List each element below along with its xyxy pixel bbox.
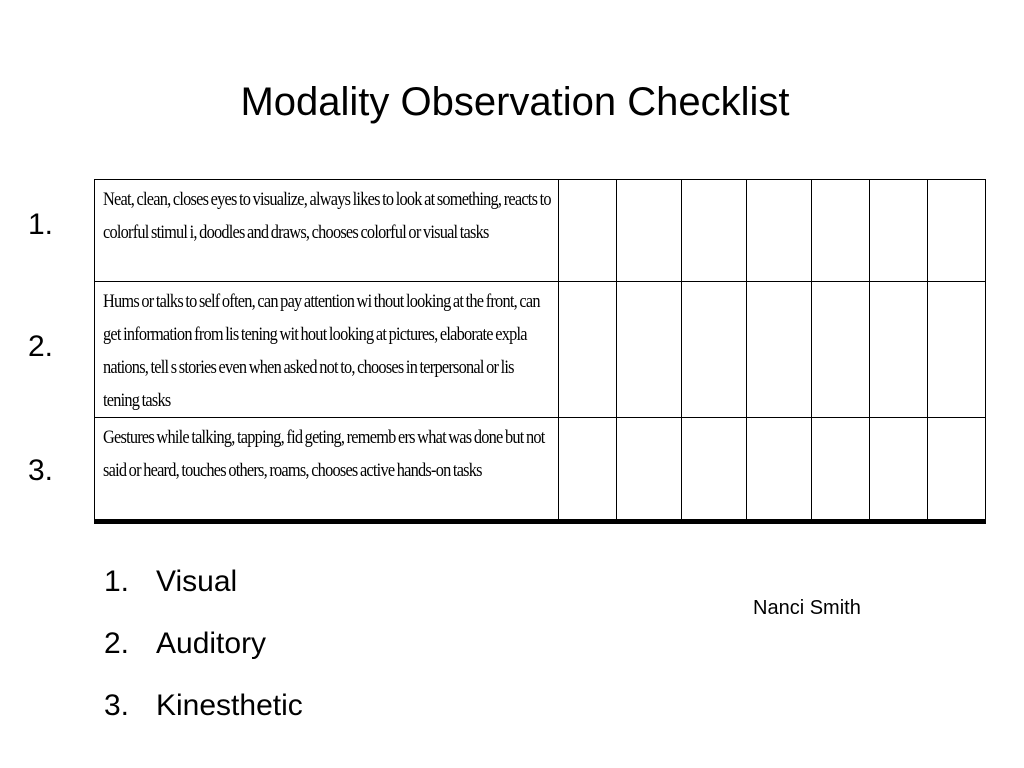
legend-label-visual: Visual (156, 565, 238, 598)
check-cell[interactable] (682, 418, 747, 522)
row-description: Hums or talks to self often, can pay attention wi thout looking at the front, can get information from lis tening wit hout looking at pictures, elaborate expla nations, tell s stories even when asked not to, chooses in terpersonal or lis tening tasks (103, 291, 540, 411)
check-cell[interactable] (812, 180, 870, 282)
check-cell[interactable] (747, 180, 812, 282)
legend-number: 1. (104, 565, 130, 598)
legend-label-kinesthetic: Kinesthetic (156, 689, 303, 722)
list-item (104, 560, 303, 622)
check-cell[interactable] (747, 418, 812, 522)
check-cell[interactable] (747, 282, 812, 418)
check-cell[interactable] (617, 418, 682, 522)
page-title: Modality Observation Checklist (240, 80, 790, 124)
check-cell[interactable] (617, 282, 682, 418)
list-item (104, 684, 303, 746)
check-cell[interactable] (682, 180, 747, 282)
row-number-1: 1. (28, 208, 54, 241)
check-cell[interactable] (928, 282, 986, 418)
row-description: Neat, clean, closes eyes to visualize, always likes to look at something, reacts to colorful stimul i, doodles and draws, chooses colorful or visual tasks (103, 189, 551, 243)
check-cell[interactable] (928, 180, 986, 282)
row-description-cell (95, 418, 559, 522)
check-cell[interactable] (870, 418, 928, 522)
legend-label-auditory: Auditory (156, 627, 267, 660)
check-cell[interactable] (617, 180, 682, 282)
check-cell[interactable] (928, 418, 986, 522)
check-cell[interactable] (812, 282, 870, 418)
check-cell[interactable] (870, 180, 928, 282)
row-description: Gestures while talking, tapping, fid geting, rememb ers what was done but not said or heard, touches others, roams, chooses active hands-on tasks (103, 427, 545, 481)
check-cell[interactable] (559, 282, 617, 418)
table-row (95, 418, 986, 522)
row-number-2: 2. (28, 330, 54, 363)
author-name: Nanci Smith (753, 597, 861, 619)
list-item (104, 622, 303, 684)
modality-legend (104, 560, 303, 746)
row-description-cell (95, 282, 559, 418)
check-cell[interactable] (559, 418, 617, 522)
legend-number: 2. (104, 627, 130, 660)
check-cell[interactable] (559, 180, 617, 282)
checklist-table (94, 179, 986, 524)
table-row (95, 282, 986, 418)
check-cell[interactable] (870, 282, 928, 418)
table-row (95, 180, 986, 282)
row-description-cell (95, 180, 559, 282)
legend-number: 3. (104, 689, 130, 722)
check-cell[interactable] (682, 282, 747, 418)
row-number-3: 3. (28, 454, 54, 487)
check-cell[interactable] (812, 418, 870, 522)
